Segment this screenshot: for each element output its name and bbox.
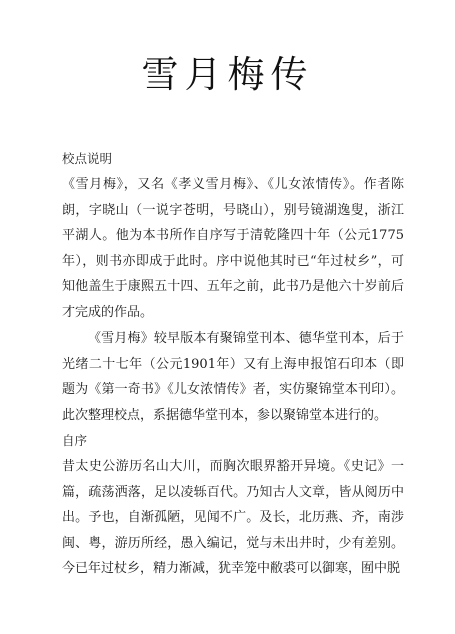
notes-paragraph-2: 《雪月梅》较早版本有聚锦堂刊本、德华堂刊本，后于光绪二十七年（公元1901年）又有上海申报馆石印本（即题为《第一奇书》《儿女浓情传》者，实仿聚锦堂本刊印）。此次整理校点，系据德华堂刊本，参以聚锦堂本进行的。 [62,331,404,423]
book-title: 雪月梅传 [141,53,314,96]
preface-paragraph-1: 昔太史公游历名山大川，而胸次眼界豁开异境。《史记》一篇，疏荡洒落，足以凌轹百代。乃知古人文章，皆从阅历中出。予也，自渐孤陋，见闻不广。及长，北历燕、齐，南涉闽、粤，游历所经，愚入编记，觉与未出井时，少有差别。今已年过杖乡，精力渐减，犹幸笼中敝裘可以御寒，囿中脱 [62,459,404,577]
notes-paragraph-1: 《雪月梅》，又名《孝义雪月梅》、《儿女浓情传》。作者陈朗，字晓山（一说字苍明，号晓山），别号镜湖逸叟，浙江平湖人。他为本书所作自序写于清乾隆四十年（公元1775年），则书亦即成于此时。序中说他其时已“年过杖乡”，可知他盖生于康熙五十四、五年之前，此书乃是他六十岁前后才完成的作品。 [62,177,404,320]
section-heading-notes: 校点说明 [62,151,113,166]
section-heading-preface: 自序 [62,433,88,448]
